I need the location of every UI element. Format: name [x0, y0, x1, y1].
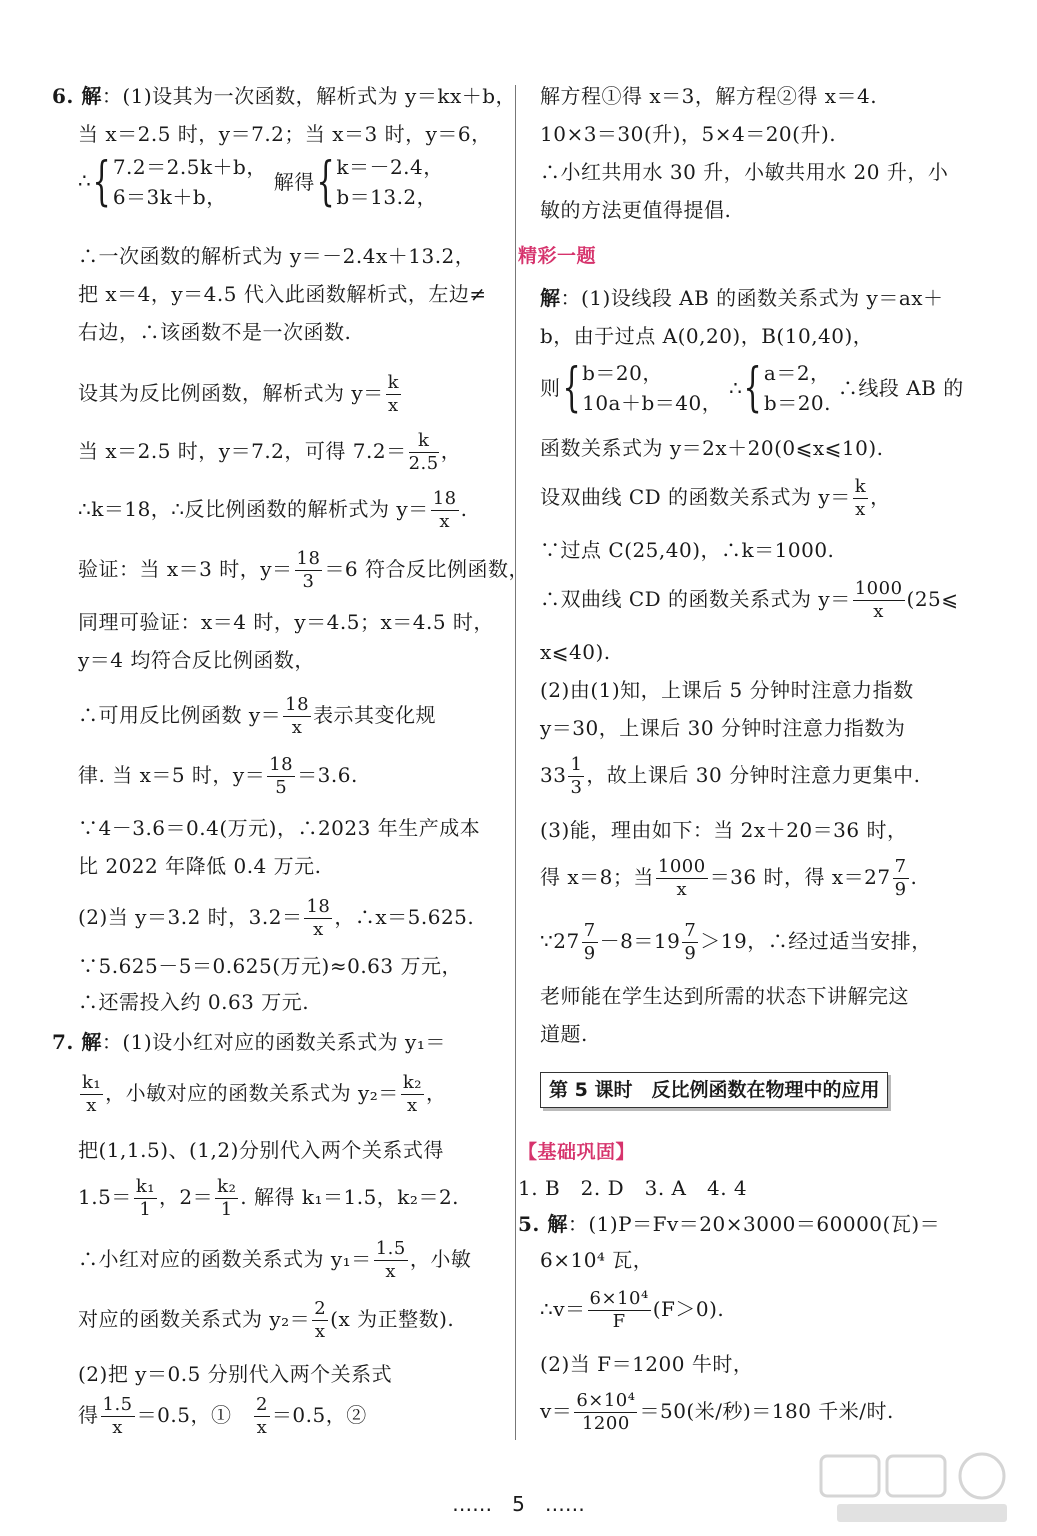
q7-line1: 7. 解：(1)设小红对应的函数关系式为 y₁＝ [52, 1030, 446, 1054]
lesson-title-box: 第 5 课时 反比例函数在物理中的应用 [540, 1072, 888, 1108]
q6-line10: 验证：当 x＝3 时，y＝ $\frac{18}{3}$ ＝6 符合反比例函数， [78, 548, 530, 592]
q7-line2: $\frac{\text{k₁}}{x}$ ，小敏对应的函数关系式为 y₂＝ $\frac{\text{k₂}}{x}$ ， [82, 1072, 447, 1116]
answer-key-line: 1. B 2. D 3. A 4. 4 [518, 1176, 748, 1200]
hp-system: 则 { b＝20， 10a＋b＝40， ∴ { a＝2， b＝20. ∴线段 AB 的 [540, 358, 964, 418]
q7-line8: 得 $\frac{1.5}{x}$ ＝0.5，① $\frac{2}{x}$ ＝0.5，② [78, 1394, 367, 1438]
hp-line10: y＝30，上课后 30 分钟时注意力指数为 [540, 716, 906, 740]
column-divider [515, 85, 516, 1440]
hp-line15: 老师能在学生达到所需的状态下讲解完这 [540, 984, 909, 1008]
q7-line4: 1.5＝ $\frac{\text{k₁}}{1}$ ，2＝ $\frac{\text{k₂}}{1}$ . 解得 k₁＝1.5，k₂＝2. [78, 1176, 460, 1220]
hp-line1: 解：(1)设线段 AB 的函数关系式为 y＝ax＋ [540, 286, 944, 310]
page-number: …… 5 …… [452, 1492, 585, 1516]
q6-line19: ∴还需投入约 0.63 万元. [78, 990, 310, 1014]
q6-line1: 6. 解：(1)设其为一次函数，解析式为 y＝kx＋b， [52, 84, 517, 108]
q6-line9: ∴k＝18，∴反比例函数的解析式为 y＝ $\frac{18}{x}$ . [78, 488, 468, 532]
q6-line8: 当 x＝2.5 时，y＝7.2，可得 7.2＝ $\frac{k}{2.5}$ ， [78, 430, 462, 474]
q6-line6: 右边，∴该函数不是一次函数. [78, 320, 352, 344]
q7-cont-line2: 10×3＝30(升)，5×4＝20(升). [540, 122, 837, 146]
highlight-problem-heading: 精彩一题 [518, 245, 597, 267]
hp-line11: 33 $\frac{1}{3}$ ，故上课后 30 分钟时注意力更集中. [540, 754, 921, 798]
hp-line5: 设双曲线 CD 的函数关系式为 y＝ $\frac{k}{x}$ ， [540, 476, 891, 520]
hp-line9: (2)由(1)知，上课后 5 分钟时注意力指数 [540, 678, 914, 702]
q6-line16: 比 2022 年降低 0.4 万元. [78, 854, 322, 878]
hp-line4: 函数关系式为 y＝2x＋20(0⩽x⩽10). [540, 436, 884, 460]
hp-line13: 得 x＝8；当 $\frac{1000}{x}$ ＝36 时，得 x＝27 $\frac{7}{9}$ . [540, 856, 918, 900]
q6-line12: y＝4 均符合反比例函数， [78, 648, 315, 672]
hp-line6: ∵过点 C(25,40)，∴k＝1000. [540, 538, 835, 562]
hp-line12: (3)能，理由如下：当 2x＋20＝36 时， [540, 818, 908, 842]
q7-line7: (2)把 y＝0.5 分别代入两个关系式 [78, 1362, 393, 1386]
q6-system: ∴ { 7.2＝2.5k＋b， 6＝3k＋b， 解得 { k＝－2.4， b＝13.2， [78, 152, 444, 212]
q7-cont-line1: 解方程①得 x＝3，解方程②得 x＝4. [540, 84, 878, 108]
hp-line2: b，由于过点 A(0,20)，B(10,40)， [540, 324, 874, 348]
q6-line7: 设其为反比例函数，解析式为 y＝ $\frac{k}{x}$ [78, 372, 400, 416]
q6-line18: ∵5.625－5＝0.625(万元)≈0.63 万元， [78, 954, 462, 978]
q5-line2: 6×10⁴ 瓦， [540, 1248, 654, 1272]
q7-line3: 把(1,1.5)、(1,2)分别代入两个关系式得 [78, 1138, 444, 1162]
hp-line16: 道题. [540, 1022, 588, 1046]
q6-line14: 律. 当 x＝5 时，y＝ $\frac{18}{5}$ ＝3.6. [78, 754, 358, 798]
watermark-logo [817, 1450, 1027, 1528]
q6-line13: ∴可用反比例函数 y＝ $\frac{18}{x}$ 表示其变化规 [78, 694, 437, 738]
q6-line11: 同理可验证：x＝4 时，y＝4.5；x＝4.5 时， [78, 610, 494, 634]
q6-line5: 把 x＝4，y＝4.5 代入此函数解析式，左边≠ [78, 282, 487, 306]
q7-line6: 对应的函数关系式为 y₂＝ $\frac{2}{x}$ (x 为正整数). [78, 1298, 455, 1342]
q5-line3: ∴v＝ $\frac{\text{6×10⁴}}{F}$ (F＞0). [540, 1288, 725, 1332]
q5-line1: 5. 解：(1)P＝Fv＝20×3000＝60000(瓦)＝ [518, 1212, 941, 1236]
q6-line17: (2)当 y＝3.2 时，3.2＝ $\frac{18}{x}$ ，∴x＝5.625. [78, 896, 475, 940]
hp-line14: ∵27 $\frac{7}{9}$ －8＝19 $\frac{7}{9}$ ＞19，∴经过适当安排， [540, 920, 932, 964]
q6-line15: ∵4－3.6＝0.4(万元)，∴2023 年生产成本 [78, 816, 481, 840]
q7-cont-line4: 敏的方法更值得提倡. [540, 198, 732, 222]
q5-line5: v＝ $\frac{\text{6×10⁴}}{1200}$ ＝50(米/秒)＝180 千米/时. [540, 1390, 894, 1434]
hp-line8: x⩽40). [540, 640, 611, 664]
basic-consolidation-heading: 【基础巩固】 [518, 1141, 636, 1163]
q7-line5: ∴小红对应的函数关系式为 y₁＝ $\frac{1.5}{x}$ ，小敏 [78, 1238, 472, 1282]
q6-line2: 当 x＝2.5 时，y＝7.2；当 x＝3 时，y＝6， [78, 122, 492, 146]
q6-line4: ∴一次函数的解析式为 y＝－2.4x＋13.2， [78, 244, 476, 268]
q5-line4: (2)当 F＝1200 牛时， [540, 1352, 754, 1376]
q7-cont-line3: ∴小红共用水 30 升，小敏共用水 20 升，小 [540, 160, 949, 184]
hp-line7: ∴双曲线 CD 的函数关系式为 y＝ $\frac{1000}{x}$ (25⩽ [540, 578, 959, 622]
